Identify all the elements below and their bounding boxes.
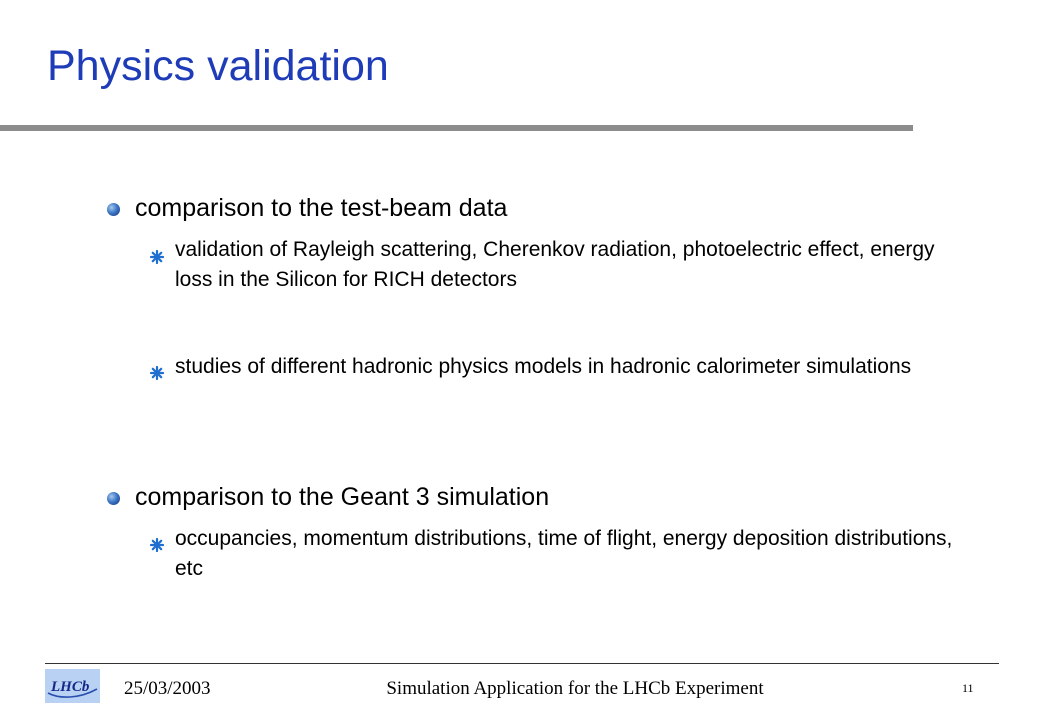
star-bullet-icon	[150, 250, 164, 264]
slide-title: Physics validation	[47, 42, 389, 90]
title-divider	[0, 125, 913, 131]
star-bullet-icon	[150, 366, 164, 380]
logo-text: LHCb	[51, 679, 90, 695]
star-bullet-icon	[150, 538, 164, 552]
footer-title: Simulation Application for the LHCb Experiment	[386, 678, 764, 699]
list-item: occupancies, momentum distributions, time of flight, energy deposition distributions, etc	[175, 527, 953, 580]
footer-divider	[45, 663, 999, 664]
section-heading: comparison to the Geant 3 simulation	[135, 483, 550, 511]
lhcb-logo-icon	[45, 669, 100, 703]
footer-date: 25/03/2003	[124, 678, 211, 699]
list-item: studies of different hadronic physics models in hadronic calorimeter simulations	[175, 355, 912, 378]
section-heading: comparison to the test-beam data	[135, 194, 508, 222]
sphere-bullet-icon	[107, 492, 120, 505]
list-item: validation of Rayleigh scattering, Cherenkov radiation, photoelectric effect, energy loss in the Silicon for RICH detectors	[175, 238, 935, 291]
sphere-bullet-icon	[107, 203, 120, 216]
page-number: 11	[962, 681, 974, 695]
